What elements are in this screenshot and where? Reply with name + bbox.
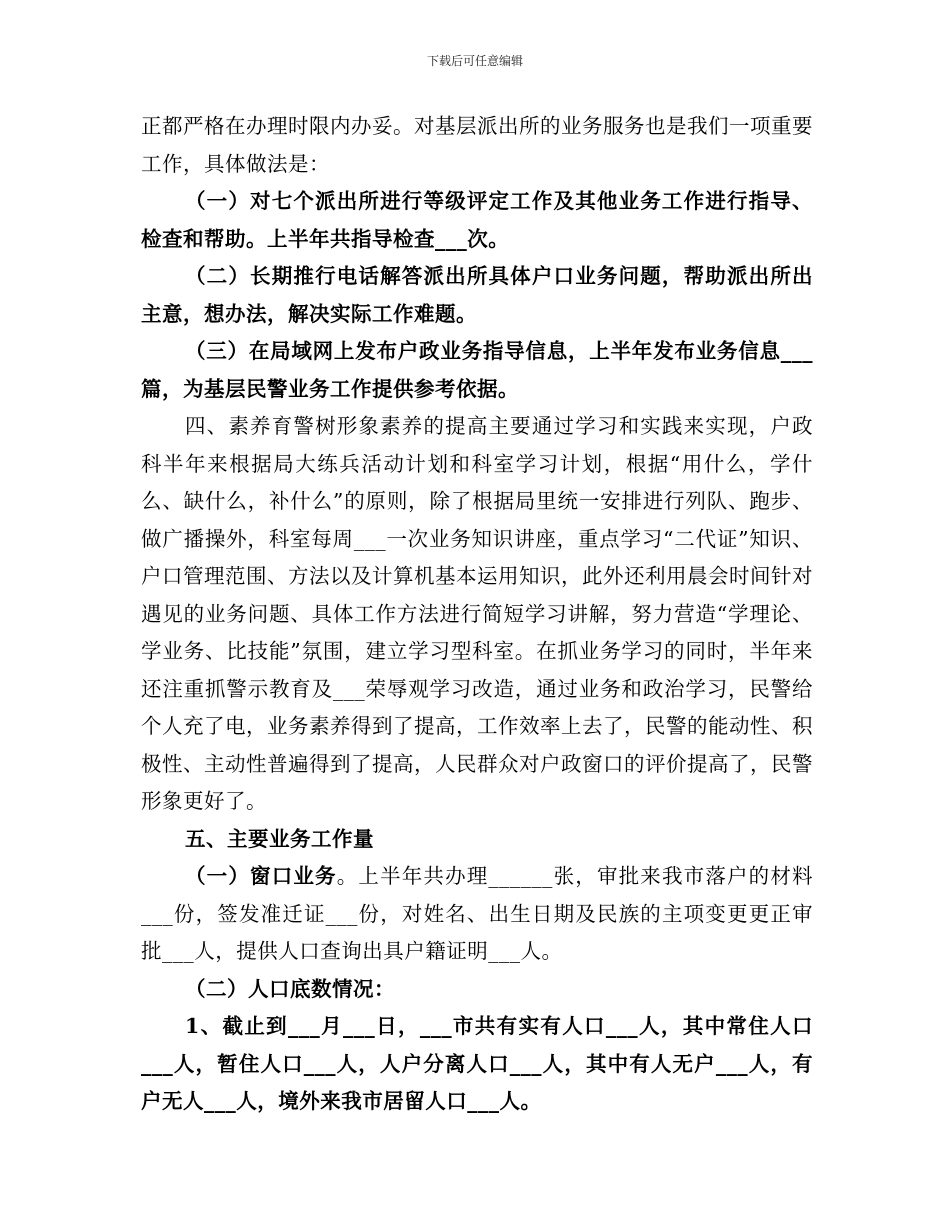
subheading-population: （二）人口底数情况：: [185, 976, 395, 1001]
page-header: 下载后可任意编辑: [426, 54, 523, 68]
section-heading-workload: 五、主要业务工作量: [185, 826, 374, 851]
paragraph-guidance-inspection: （一）对七个派出所进行等级评定工作及其他业务工作进行指导、检查和帮助。上半年共指导检查___次。: [141, 189, 813, 251]
paragraph-population-stats: 1、截止到___月___日，___市共有实有人口___人，其中常住人口___人，暂住人口___人，人户分离人口___人，其中有人无户___人，有户无人___人，境外来我市居留人口___人。: [141, 1014, 813, 1113]
paragraph-phone-support: （二）长期推行电话解答派出所具体户口业务问题，帮助派出所出主意，想办法，解决实际工作难题。: [141, 264, 813, 326]
paragraph-lan-info: （三）在局域网上发布户政业务指导信息，上半年发布业务信息___篇，为基层民警业务工作提供参考依据。: [141, 339, 813, 401]
paragraph-window-business-lead: （一）窗口业务: [185, 864, 337, 888]
paragraph-window-business-text: 。上半年共办理______张，审批来我市落户的材料___份，签发准迁证___份，对姓名、出生日期及民族的主项变更更正审批___人，提供人口查询出具户籍证明___人。: [141, 864, 814, 963]
paragraph-continuation: 正都严格在办理时限内办妥。对基层派出所的业务服务也是我们一项重要工作，具体做法是：: [141, 114, 813, 176]
paragraph-training: 四、素养育警树形象素养的提高主要通过学习和实践来实现，户政科半年来根据局大练兵活动计划和科室学习计划，根据“用什么，学什么、缺什么，补什么”的原则，除了根据局里统一安排进行列队、跑步、做广播操外，科室每周___一次业务知识讲座，重点学习“二代证”知识、户口管理范围、方法以及计算机基本运用知识，此外还利用晨会时间针对遇见的业务问题、具体工作方法进行简短学习讲解，努力营造“学理论、学业务、比技能”氛围，建立学习型科室。在抓业务学习的同时，半年来还注重抓警示教育及___荣辱观学习改造，通过业务和政治学习，民警给个人充了电，业务素养得到了提高，工作效率上去了，民警的能动性、积极性、主动性普遍得到了提高，人民群众对户政窗口的评价提高了，民警形象更好了。: [141, 414, 813, 813]
paragraph-window-business: [141, 858, 813, 971]
document-body: [141, 108, 813, 1121]
